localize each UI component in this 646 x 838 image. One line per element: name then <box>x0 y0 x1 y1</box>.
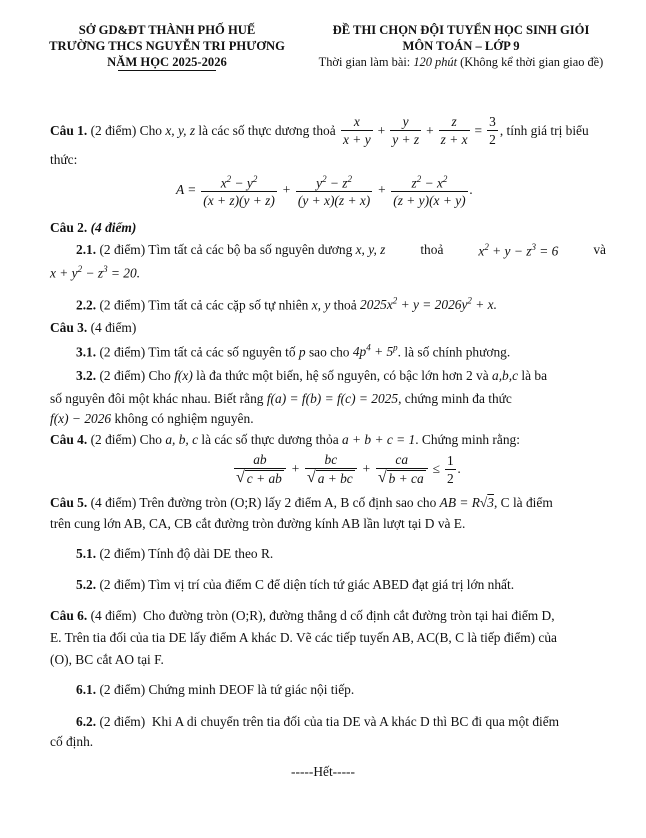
header-right <box>306 22 616 70</box>
q6-2-label: 6.2. <box>76 714 97 729</box>
end-marker: -----Hết----- <box>291 764 355 779</box>
q5-ab-eq: AB = R√3 <box>439 495 494 510</box>
q3-2-line2-a: số nguyên đôi một khác nhau. Biết rằng <box>50 391 267 406</box>
q3-part2-line1 <box>76 368 547 384</box>
q6-2-text: (2 điểm) Khi A di chuyển trên tia đối của tia DE và A khác D thì BC đi qua một điểm <box>96 714 560 729</box>
q5-2-text: (2 điểm) Tìm vị trí của điểm C để diện tích tứ giác ABED đạt giá trị lớn nhất. <box>96 577 515 592</box>
q1-expression-A: A = $\frac{x^2 - y^2}{(x + z)(y + z)}$ + $\frac{y^2 - z^2}{(y + x)(z + x)}$ + $\frac{z^2 - x^2}{(z + y)(x + y)}$ . <box>176 174 473 209</box>
q2-1-eq2: $x + y^2 - z^3 = 20$. <box>50 264 141 281</box>
q3-1-expr: $4p^4 + 5^p$ <box>352 343 398 360</box>
q1-text-b: là các số thực dương thoả <box>195 122 340 138</box>
q5-label: Câu 5. <box>50 495 88 510</box>
q3-part2-line3 <box>50 411 254 427</box>
q6-part2 <box>76 714 559 730</box>
q1-frac-1: $\frac{x^2 - y^2}{(x + z)(y + z)}$ <box>203 174 275 209</box>
q4-vars: a, b, c <box>165 432 199 447</box>
q2-2-vars: x, y <box>311 297 331 313</box>
header-left <box>36 22 298 71</box>
q2-1-label: 2.1. <box>76 242 97 257</box>
q1-text-c: , tính giá trị biểu <box>499 122 589 138</box>
q2-2-label: 2.2. <box>76 297 97 313</box>
q5-line1 <box>50 495 553 511</box>
q3-1-text-b: sao cho <box>305 344 353 360</box>
time-prefix: Thời gian làm bài: <box>318 55 414 69</box>
q3-2-text-b: là đa thức một biến, hệ số nguyên, có bậc lớn hơn 2 và <box>192 368 493 383</box>
q3-heading <box>50 320 136 336</box>
q6-label: Câu 6. <box>50 608 88 623</box>
q3-2-text-c: là ba <box>518 368 548 383</box>
q3-2-vars: a,b,c <box>492 368 519 383</box>
school-year: NĂM HỌC 2025-2026 <box>107 55 227 69</box>
q4-text-a: (2 điểm) Cho <box>87 432 166 447</box>
q4-label: Câu 4. <box>50 432 88 447</box>
q2-1-eq1: $x^2 + y - z^3 = 6$ <box>478 242 559 259</box>
department-name: SỞ GD&ĐT THÀNH PHỐ HUẾ <box>78 23 256 37</box>
q6-part2-line2: cố định. <box>50 734 94 749</box>
q4-frac-1: ab √ c + ab <box>234 452 286 486</box>
q1-frac-result: $\frac{3}{2}$ <box>489 114 496 147</box>
q3-part2-line2 <box>50 391 512 407</box>
q5-text-a: (4 điểm) Trên đường tròn (O;R) lấy 2 điểm A, B cố định sao cho <box>87 495 440 510</box>
q3-points: (4 điểm) <box>87 320 137 335</box>
school-year-underline <box>118 70 216 71</box>
q5-2-label: 5.2. <box>76 577 97 592</box>
q6-1-label: 6.1. <box>76 682 97 697</box>
q6-line3: (O), BC cắt AO tại F. <box>50 652 164 667</box>
q2-1-va: và <box>593 242 606 257</box>
q3-1-text-a: (2 điểm) Tìm tất cả các số nguyên tố <box>96 344 299 360</box>
q3-2-fx: f(x) <box>174 368 193 383</box>
q1-vars: x, y, z <box>165 122 196 138</box>
q2-part1 <box>76 242 606 259</box>
q6-text-a: (4 điểm) Cho đường tròn (O;R), đường thẳng d cố định cắt đường tròn tại hai điểm D, <box>87 608 555 623</box>
q3-1-text-c: . là số chính phương. <box>397 344 511 360</box>
q3-2-text-a: (2 điểm) Cho <box>96 368 175 383</box>
q1-frac-3: $\frac{z^2 - x^2}{(z + y)(x + y)}$ <box>393 174 466 209</box>
q1-frac-y: $\frac{y}{y + z}$ <box>392 114 420 147</box>
q3-2-poly: f(x) − 2026 <box>50 411 112 426</box>
q2-1-vars: x, y, z <box>355 242 386 257</box>
q2-2-thoa: thoả <box>330 297 361 313</box>
q4-frac-2: bc √ a + bc <box>305 452 357 486</box>
q1-line1: Câu 1. (2 điểm) Cho x, y, z là các số thực dương thoả $\frac{x}{x + y}$ + $\frac{y}{y + z}$ + $\frac{z}{z + x}$ = $\frac{3}{2}$ , tính giá trị biểu <box>50 114 589 147</box>
q3-2-condition: f(a) = f(b) = f(c) = 2025 <box>266 391 399 406</box>
school-name: TRƯỜNG THCS NGUYỄN TRI PHƯƠNG <box>49 39 285 53</box>
q6-line2: E. Trên tia đối của tia DE lấy điểm A khác D. Vẽ các tiếp tuyến AB, AC(B, C là tiếp điểm) của <box>50 630 558 645</box>
q6-line1 <box>50 608 555 624</box>
q2-2-text: (2 điểm) Tìm tất cả các cặp số tự nhiên <box>96 297 312 313</box>
q6-part1 <box>76 682 354 698</box>
q4-text-b: là các số thực dương thỏa <box>198 432 342 447</box>
q3-2-line2-b: , chứng minh đa thức <box>398 391 512 406</box>
q3-label: Câu 3. <box>50 320 88 335</box>
q4-frac-3: ca √ b + ca <box>376 452 428 486</box>
q4-condition: a + b + c = 1 <box>342 432 416 447</box>
q2-label: Câu 2. <box>50 220 88 235</box>
q2-1-thoa: thoả <box>420 242 444 257</box>
q2-1-text: (2 điểm) Tìm tất cả các bộ ba số nguyên dương <box>96 242 356 257</box>
q4-inequality: ab √ c + ab + bc √ a + bc + ca √ b + ca ≤ $\frac{1}{2}$ . <box>236 452 462 486</box>
q1-label: Câu 1. <box>50 122 88 138</box>
q3-2-label: 3.2. <box>76 368 97 383</box>
q1-frac-z: $\frac{z}{z + x}$ <box>440 114 468 147</box>
q3-1-var: p <box>298 344 306 360</box>
q5-text-b: , C là điểm <box>493 495 553 510</box>
exam-subject: MÔN TOÁN – LỚP 9 <box>402 39 520 53</box>
q2-2-eq: $2025x^2 + y = 2026y^2 + x$. <box>360 296 497 313</box>
exam-time <box>306 54 616 70</box>
q5-1-label: 5.1. <box>76 546 97 561</box>
q1-frac-2: $\frac{y^2 - z^2}{(y + x)(z + x)}$ <box>297 174 371 209</box>
q2-points: (4 điểm) <box>87 220 137 235</box>
q3-part1 <box>76 343 510 360</box>
q3-1-label: 3.1. <box>76 344 97 360</box>
q5-1-text: (2 điểm) Tính độ dài DE theo R. <box>96 546 274 561</box>
exam-title: ĐỀ THI CHỌN ĐỘI TUYỂN HỌC SINH GIỎI <box>332 23 590 37</box>
q4-statement <box>50 432 520 448</box>
q3-2-line3: không có nghiệm nguyên. <box>111 411 254 426</box>
time-suffix: (Không kể thời gian giao đề) <box>457 55 604 69</box>
q2-part2 <box>76 296 497 313</box>
q6-1-text: (2 điểm) Chứng minh DEOF là tứ giác nội tiếp. <box>96 682 355 697</box>
q4-text-c: . Chứng minh rằng: <box>415 432 520 447</box>
q5-part1 <box>76 546 273 562</box>
q1-text-a: (2 điểm) Cho <box>87 122 166 138</box>
q5-part2 <box>76 577 514 593</box>
q5-line2: trên cung lớn AB, CA, CB cắt đường tròn đường kính AB lần lượt tại D và E. <box>50 516 466 531</box>
q1-text-d: thức: <box>50 152 78 167</box>
time-value: 120 phút <box>413 55 458 69</box>
q1-frac-x: $\frac{x}{x + y}$ <box>343 114 371 147</box>
q2-heading <box>50 220 136 236</box>
q4-frac-half: $\frac{1}{2}$ <box>447 452 454 486</box>
